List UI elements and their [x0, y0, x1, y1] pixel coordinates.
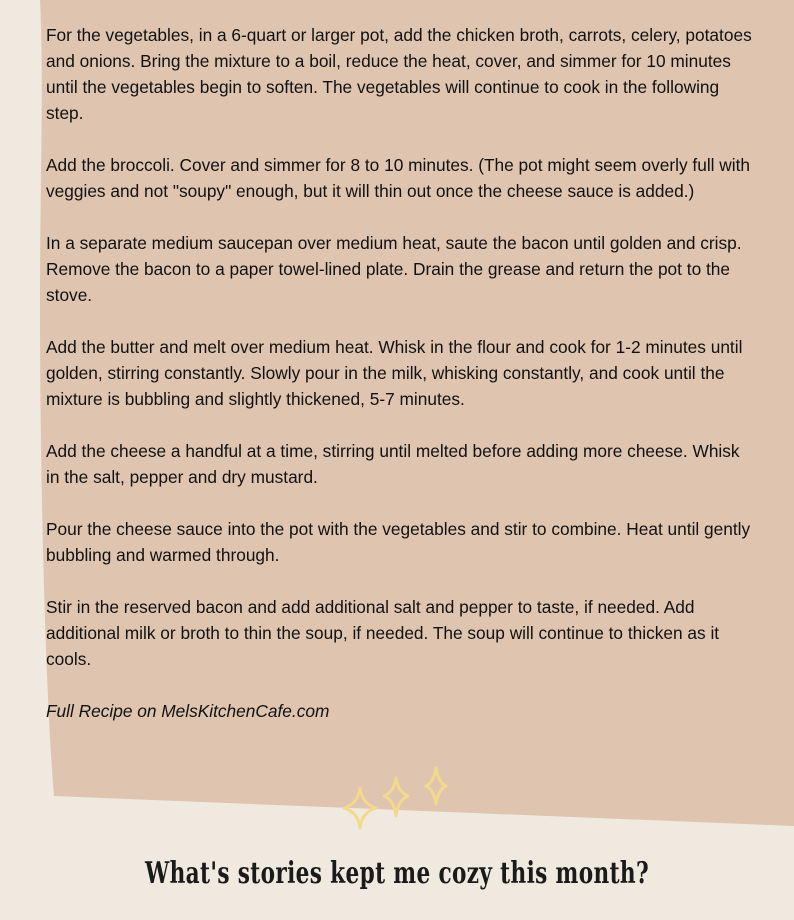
recipe-instructions [46, 22, 754, 724]
instruction-step: Add the butter and melt over medium heat. Whisk in the flour and cook for 1-2 minutes until golden, stirring constantly. Slowly pour in the milk, whisking constantly, and cook until the mixture is bubbling and slightly thickened, 5-7 minutes. [46, 337, 743, 409]
instruction-step: For the vegetables, in a 6-quart or larger pot, add the chicken broth, carrots, celery, potatoes and onions. Bring the mixture to a boil, reduce the heat, cover, and simmer for 10 minutes until the vegetables begin to soften. The vegetables will continue to cook in the following step. [46, 25, 752, 123]
instruction-step: Add the broccoli. Cover and simmer for 8 to 10 minutes. (The pot might seem overly full with veggies and not "soupy" enough, but it will thin out once the cheese sauce is added.) [46, 155, 751, 201]
instruction-step: Stir in the reserved bacon and add additional salt and pepper to taste, if needed. Add additional milk or broth to thin the soup, if needed. The soup will continue to thicken as it cools. [46, 597, 720, 669]
section-heading: What's stories kept me cozy this month? [144, 856, 650, 891]
instruction-step: Pour the cheese sauce into the pot with the vegetables and stir to combine. Heat until gently bubbling and warmed through. [46, 519, 751, 565]
instruction-step: In a separate medium saucepan over medium heat, saute the bacon until golden and crisp. Remove the bacon to a paper towel-lined plate. Drain the grease and return the pot to the stove. [46, 233, 742, 305]
recipe-credit: Full Recipe on MelsKitchenCafe.com [46, 701, 330, 721]
instruction-step: Add the cheese a handful at a time, stirring until melted before adding more cheese. Whisk in the salt, pepper and dry mustard. [46, 441, 740, 487]
sparkles-icon [340, 766, 452, 832]
